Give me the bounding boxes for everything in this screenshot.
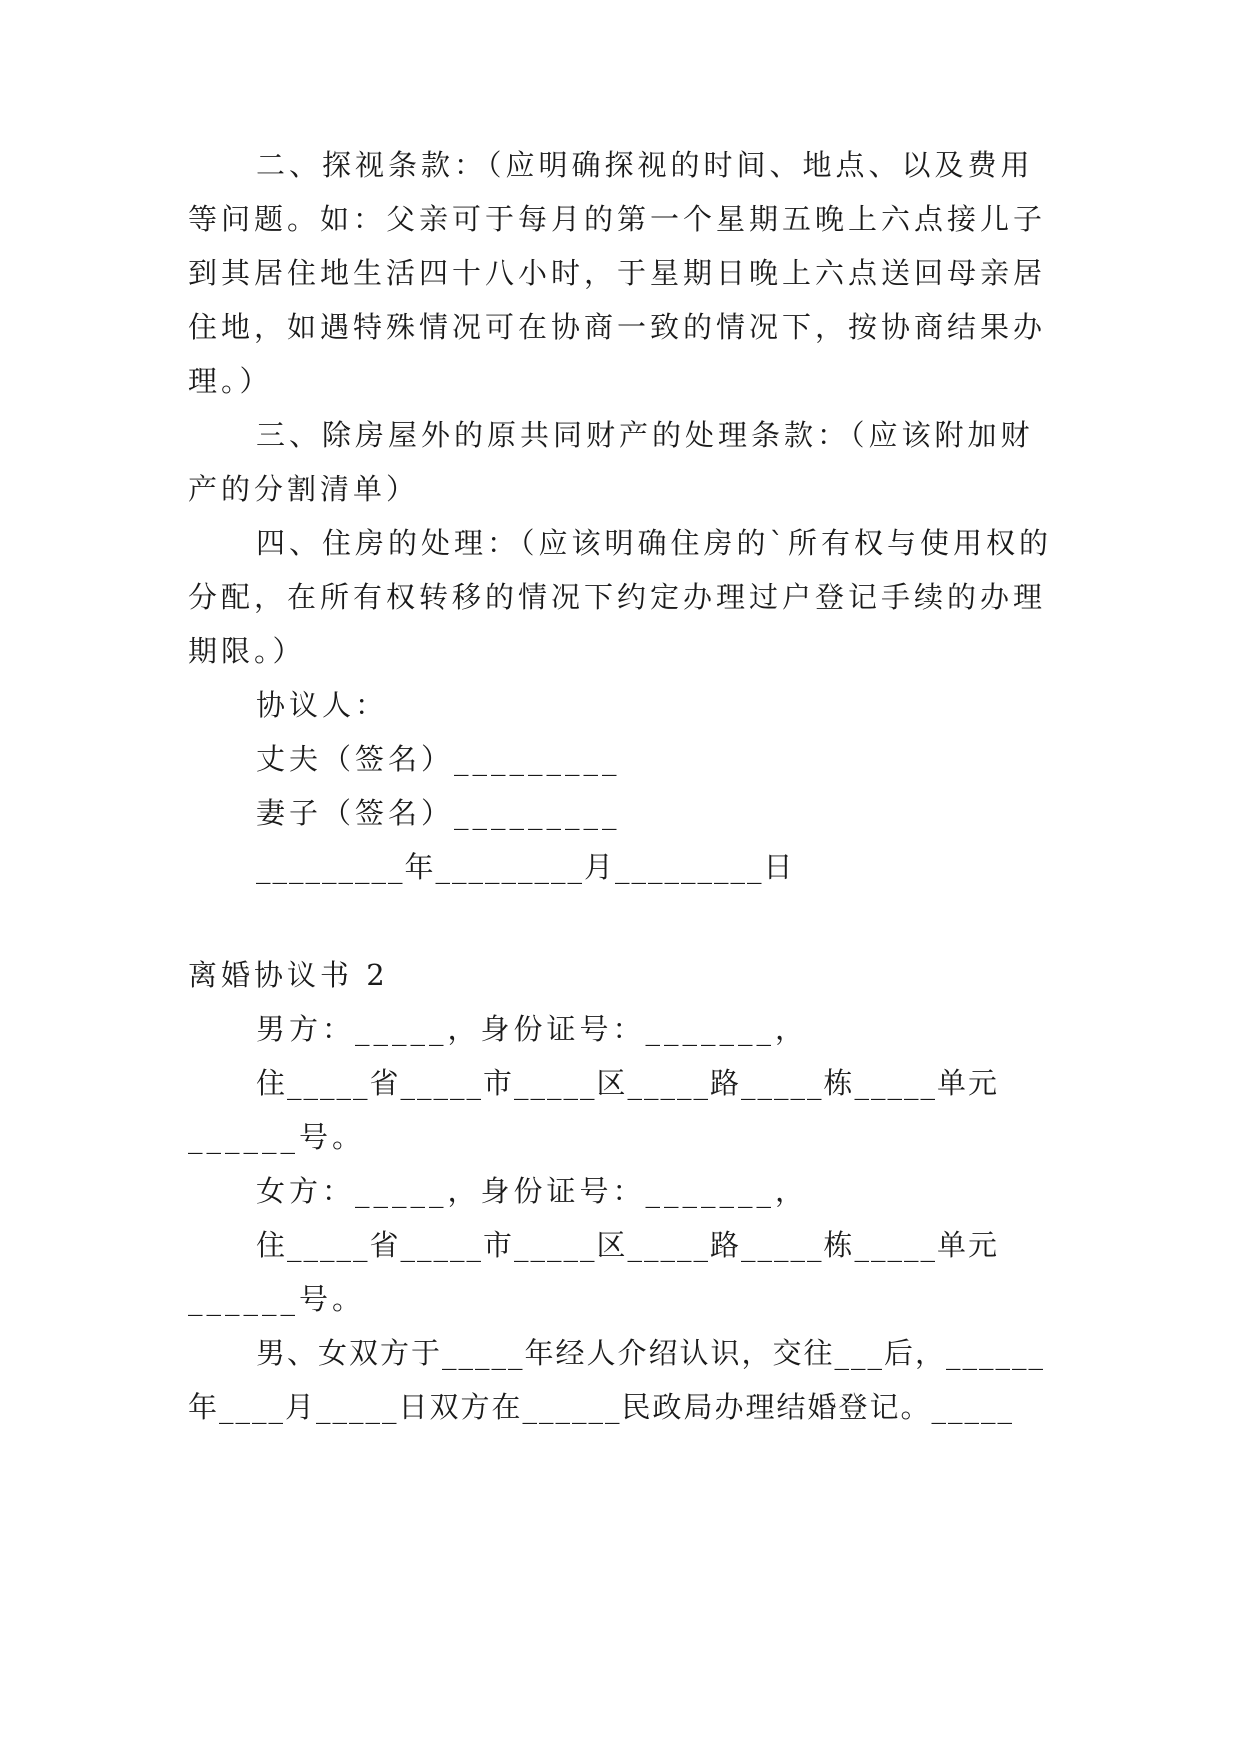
woman-address-line-1: 住_____省_____市_____区_____路_____栋_____单元 [256,1228,1000,1262]
man-address-line-2: ______号。 [188,1120,366,1154]
wife-signature-line: 妻子（签名）_________ [256,796,621,830]
section2-line-1: 二、探视条款：（应明确探视的时间、地点、以及费用 [256,148,1034,182]
section3-line-1: 三、除房屋外的原共同财产的处理条款：（应该附加财 [256,418,1034,452]
section2-line-2: 等问题。如：父亲可于每月的第一个星期五晚上六点接儿子 [188,202,1047,236]
man-info-line: 男方：_____，身份证号：_______， [256,1012,809,1046]
section3-line-2: 产的分割清单） [188,472,420,506]
parties-label: 协议人： [256,688,389,722]
section2-line-5: 理。） [188,364,273,398]
husband-signature-line: 丈夫（签名）_________ [256,742,621,776]
woman-address-line-2: ______号。 [188,1282,366,1316]
marriage-line-1: 男、女双方于_____年经人介绍认识，交往___后，______ [256,1336,1046,1370]
section4-line-3: 期限。） [188,634,306,668]
section2-line-4: 住地，如遇特殊情况可在协商一致的情况下，按协商结果办 [188,310,1047,344]
section2-line-3: 到其居住地生活四十八小时，于星期日晚上六点送回母亲居 [188,256,1047,290]
section4-line-2: 分配，在所有权转移的情况下约定办理过户登记手续的办理 [188,580,1047,614]
date-line: _________年_________月_________日 [256,850,795,884]
section4-line-1: 四、住房的处理：（应该明确住房的`所有权与使用权的 [256,526,1053,560]
woman-info-line: 女方：_____，身份证号：_______， [256,1174,809,1208]
doc2-title: 离婚协议书 2 [188,958,389,992]
man-address-line-1: 住_____省_____市_____区_____路_____栋_____单元 [256,1066,1000,1100]
marriage-line-2: 年____月_____日双方在______民政局办理结婚登记。_____ [188,1390,1015,1424]
